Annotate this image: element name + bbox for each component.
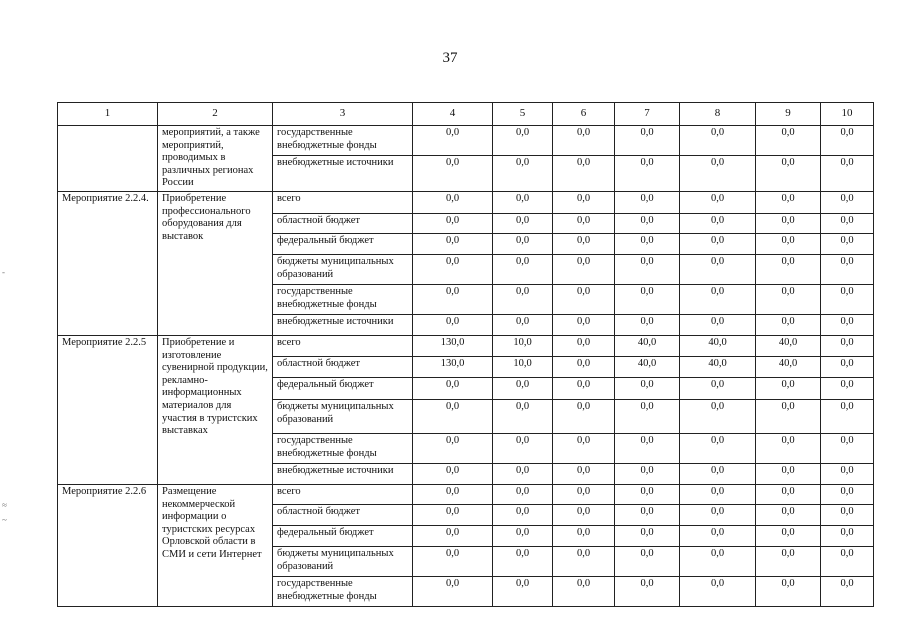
value-cell: 0,0 bbox=[493, 526, 553, 547]
funding-source-cell: государственные внебюджетные фонды bbox=[273, 577, 413, 607]
event-description-cell: Приобретение профессионального оборудования для выставок bbox=[158, 192, 273, 336]
event-cell: Мероприятие 2.2.4. bbox=[58, 192, 158, 336]
funding-source-cell: государственные внебюджетные фонды bbox=[273, 285, 413, 315]
value-cell: 0,0 bbox=[493, 214, 553, 234]
value-cell: 0,0 bbox=[413, 255, 493, 285]
margin-mark: - bbox=[2, 267, 5, 277]
value-cell: 0,0 bbox=[680, 214, 756, 234]
value-cell: 0,0 bbox=[413, 126, 493, 156]
value-cell: 40,0 bbox=[680, 336, 756, 357]
value-cell: 0,0 bbox=[756, 285, 821, 315]
value-cell: 0,0 bbox=[553, 285, 615, 315]
funding-source-cell: внебюджетные источники bbox=[273, 464, 413, 485]
value-cell: 0,0 bbox=[680, 378, 756, 400]
value-cell: 0,0 bbox=[821, 464, 874, 485]
value-cell: 130,0 bbox=[413, 357, 493, 378]
value-cell: 0,0 bbox=[615, 505, 680, 526]
value-cell: 0,0 bbox=[615, 214, 680, 234]
value-cell: 0,0 bbox=[553, 336, 615, 357]
event-cell bbox=[58, 126, 158, 192]
value-cell: 0,0 bbox=[615, 126, 680, 156]
value-cell: 40,0 bbox=[615, 336, 680, 357]
value-cell: 0,0 bbox=[413, 505, 493, 526]
column-header: 5 bbox=[493, 103, 553, 126]
event-cell: Мероприятие 2.2.5 bbox=[58, 336, 158, 485]
value-cell: 0,0 bbox=[493, 577, 553, 607]
value-cell: 0,0 bbox=[821, 336, 874, 357]
value-cell: 0,0 bbox=[413, 192, 493, 214]
column-header: 2 bbox=[158, 103, 273, 126]
funding-source-cell: федеральный бюджет bbox=[273, 378, 413, 400]
event-cell: Мероприятие 2.2.6 bbox=[58, 485, 158, 607]
column-header: 6 bbox=[553, 103, 615, 126]
value-cell: 0,0 bbox=[493, 255, 553, 285]
value-cell: 0,0 bbox=[756, 126, 821, 156]
value-cell: 0,0 bbox=[756, 214, 821, 234]
table-row bbox=[58, 336, 874, 357]
column-header: 1 bbox=[58, 103, 158, 126]
value-cell: 0,0 bbox=[756, 255, 821, 285]
column-header: 8 bbox=[680, 103, 756, 126]
event-description-cell: Размещение некоммерческой информации о туристских ресурсах Орловской области в СМИ и сети Интернет bbox=[158, 485, 273, 607]
value-cell: 0,0 bbox=[553, 315, 615, 336]
funding-source-cell: внебюджетные источники bbox=[273, 156, 413, 192]
value-cell: 40,0 bbox=[615, 357, 680, 378]
value-cell: 0,0 bbox=[413, 464, 493, 485]
value-cell: 0,0 bbox=[680, 400, 756, 434]
funding-source-cell: всего bbox=[273, 485, 413, 505]
value-cell: 0,0 bbox=[680, 485, 756, 505]
value-cell: 0,0 bbox=[413, 400, 493, 434]
value-cell: 0,0 bbox=[756, 505, 821, 526]
value-cell: 10,0 bbox=[493, 357, 553, 378]
value-cell: 0,0 bbox=[680, 526, 756, 547]
value-cell: 0,0 bbox=[821, 255, 874, 285]
funding-source-cell: всего bbox=[273, 192, 413, 214]
value-cell: 0,0 bbox=[756, 400, 821, 434]
value-cell: 0,0 bbox=[756, 156, 821, 192]
value-cell: 0,0 bbox=[756, 378, 821, 400]
value-cell: 0,0 bbox=[680, 547, 756, 577]
value-cell: 0,0 bbox=[553, 214, 615, 234]
value-cell: 0,0 bbox=[553, 255, 615, 285]
event-description-cell: мероприятий, а также мероприятий, проводимых в различных регионах России bbox=[158, 126, 273, 192]
value-cell: 0,0 bbox=[413, 378, 493, 400]
value-cell: 0,0 bbox=[756, 485, 821, 505]
value-cell: 0,0 bbox=[493, 485, 553, 505]
value-cell: 0,0 bbox=[413, 315, 493, 336]
value-cell: 0,0 bbox=[821, 505, 874, 526]
value-cell: 0,0 bbox=[821, 378, 874, 400]
value-cell: 0,0 bbox=[553, 156, 615, 192]
value-cell: 40,0 bbox=[756, 357, 821, 378]
margin-mark: ~ bbox=[2, 515, 7, 525]
value-cell: 0,0 bbox=[615, 378, 680, 400]
value-cell: 0,0 bbox=[615, 255, 680, 285]
value-cell: 0,0 bbox=[680, 577, 756, 607]
value-cell: 0,0 bbox=[413, 156, 493, 192]
value-cell: 0,0 bbox=[553, 400, 615, 434]
value-cell: 0,0 bbox=[756, 234, 821, 255]
value-cell: 0,0 bbox=[756, 526, 821, 547]
value-cell: 10,0 bbox=[493, 336, 553, 357]
value-cell: 0,0 bbox=[756, 464, 821, 485]
value-cell: 0,0 bbox=[821, 214, 874, 234]
value-cell: 0,0 bbox=[493, 234, 553, 255]
value-cell: 0,0 bbox=[615, 285, 680, 315]
value-cell: 0,0 bbox=[756, 434, 821, 464]
value-cell: 0,0 bbox=[553, 126, 615, 156]
value-cell: 40,0 bbox=[680, 357, 756, 378]
value-cell: 0,0 bbox=[553, 357, 615, 378]
value-cell: 0,0 bbox=[756, 547, 821, 577]
event-description-cell: Приобретение и изготовление сувенирной продукции, рекламно-информационных материалов для участия в туристских выставках bbox=[158, 336, 273, 485]
margin-mark: ≈ bbox=[2, 500, 7, 510]
value-cell: 0,0 bbox=[615, 464, 680, 485]
value-cell: 0,0 bbox=[821, 315, 874, 336]
funding-source-cell: областной бюджет bbox=[273, 357, 413, 378]
table-body bbox=[58, 126, 874, 607]
value-cell: 0,0 bbox=[615, 547, 680, 577]
funding-source-cell: областной бюджет bbox=[273, 214, 413, 234]
funding-source-cell: бюджеты муниципальных образований bbox=[273, 547, 413, 577]
value-cell: 0,0 bbox=[413, 285, 493, 315]
page-number: 37 bbox=[442, 50, 458, 66]
value-cell: 0,0 bbox=[821, 285, 874, 315]
value-cell: 0,0 bbox=[680, 464, 756, 485]
value-cell: 0,0 bbox=[553, 577, 615, 607]
value-cell: 0,0 bbox=[821, 234, 874, 255]
value-cell: 0,0 bbox=[680, 315, 756, 336]
value-cell: 0,0 bbox=[493, 126, 553, 156]
value-cell: 0,0 bbox=[553, 378, 615, 400]
value-cell: 0,0 bbox=[413, 547, 493, 577]
table-row bbox=[58, 192, 874, 214]
funding-table bbox=[57, 102, 874, 607]
value-cell: 0,0 bbox=[493, 434, 553, 464]
funding-source-cell: федеральный бюджет bbox=[273, 234, 413, 255]
column-header: 4 bbox=[413, 103, 493, 126]
value-cell: 0,0 bbox=[680, 156, 756, 192]
value-cell: 0,0 bbox=[493, 315, 553, 336]
value-cell: 0,0 bbox=[615, 577, 680, 607]
value-cell: 0,0 bbox=[493, 378, 553, 400]
value-cell: 0,0 bbox=[493, 505, 553, 526]
value-cell: 0,0 bbox=[493, 192, 553, 214]
value-cell: 0,0 bbox=[615, 192, 680, 214]
funding-source-cell: государственные внебюджетные фонды bbox=[273, 434, 413, 464]
value-cell: 0,0 bbox=[821, 357, 874, 378]
funding-source-cell: государственные внебюджетные фонды bbox=[273, 126, 413, 156]
value-cell: 0,0 bbox=[553, 234, 615, 255]
table-header-row bbox=[58, 103, 874, 126]
value-cell: 0,0 bbox=[615, 485, 680, 505]
value-cell: 0,0 bbox=[553, 192, 615, 214]
value-cell: 0,0 bbox=[821, 526, 874, 547]
value-cell: 0,0 bbox=[821, 156, 874, 192]
value-cell: 0,0 bbox=[615, 156, 680, 192]
value-cell: 0,0 bbox=[821, 485, 874, 505]
value-cell: 0,0 bbox=[821, 126, 874, 156]
value-cell: 0,0 bbox=[680, 126, 756, 156]
value-cell: 0,0 bbox=[413, 214, 493, 234]
value-cell: 0,0 bbox=[680, 434, 756, 464]
value-cell: 0,0 bbox=[553, 505, 615, 526]
funding-source-cell: внебюджетные источники bbox=[273, 315, 413, 336]
value-cell: 0,0 bbox=[615, 234, 680, 255]
value-cell: 0,0 bbox=[756, 192, 821, 214]
value-cell: 0,0 bbox=[615, 315, 680, 336]
value-cell: 130,0 bbox=[413, 336, 493, 357]
column-header: 10 bbox=[821, 103, 874, 126]
value-cell: 0,0 bbox=[413, 434, 493, 464]
funding-source-cell: бюджеты муниципальных образований bbox=[273, 400, 413, 434]
value-cell: 0,0 bbox=[615, 400, 680, 434]
value-cell: 0,0 bbox=[553, 464, 615, 485]
value-cell: 0,0 bbox=[821, 192, 874, 214]
value-cell: 0,0 bbox=[413, 526, 493, 547]
funding-source-cell: федеральный бюджет bbox=[273, 526, 413, 547]
value-cell: 0,0 bbox=[493, 547, 553, 577]
table-row bbox=[58, 485, 874, 505]
value-cell: 0,0 bbox=[680, 192, 756, 214]
value-cell: 0,0 bbox=[553, 526, 615, 547]
value-cell: 0,0 bbox=[413, 577, 493, 607]
funding-source-cell: всего bbox=[273, 336, 413, 357]
value-cell: 0,0 bbox=[493, 156, 553, 192]
column-header: 9 bbox=[756, 103, 821, 126]
column-header: 3 bbox=[273, 103, 413, 126]
value-cell: 0,0 bbox=[756, 315, 821, 336]
value-cell: 0,0 bbox=[553, 485, 615, 505]
table-row bbox=[58, 126, 874, 156]
value-cell: 0,0 bbox=[413, 234, 493, 255]
value-cell: 0,0 bbox=[493, 400, 553, 434]
value-cell: 0,0 bbox=[680, 505, 756, 526]
value-cell: 0,0 bbox=[680, 285, 756, 315]
value-cell: 0,0 bbox=[680, 255, 756, 285]
value-cell: 0,0 bbox=[615, 526, 680, 547]
value-cell: 0,0 bbox=[553, 547, 615, 577]
value-cell: 0,0 bbox=[493, 285, 553, 315]
value-cell: 0,0 bbox=[821, 400, 874, 434]
value-cell: 0,0 bbox=[680, 234, 756, 255]
value-cell: 40,0 bbox=[756, 336, 821, 357]
value-cell: 0,0 bbox=[756, 577, 821, 607]
value-cell: 0,0 bbox=[821, 434, 874, 464]
value-cell: 0,0 bbox=[493, 464, 553, 485]
value-cell: 0,0 bbox=[821, 547, 874, 577]
value-cell: 0,0 bbox=[553, 434, 615, 464]
value-cell: 0,0 bbox=[821, 577, 874, 607]
funding-source-cell: бюджеты муниципальных образований bbox=[273, 255, 413, 285]
column-header: 7 bbox=[615, 103, 680, 126]
value-cell: 0,0 bbox=[413, 485, 493, 505]
value-cell: 0,0 bbox=[615, 434, 680, 464]
funding-source-cell: областной бюджет bbox=[273, 505, 413, 526]
